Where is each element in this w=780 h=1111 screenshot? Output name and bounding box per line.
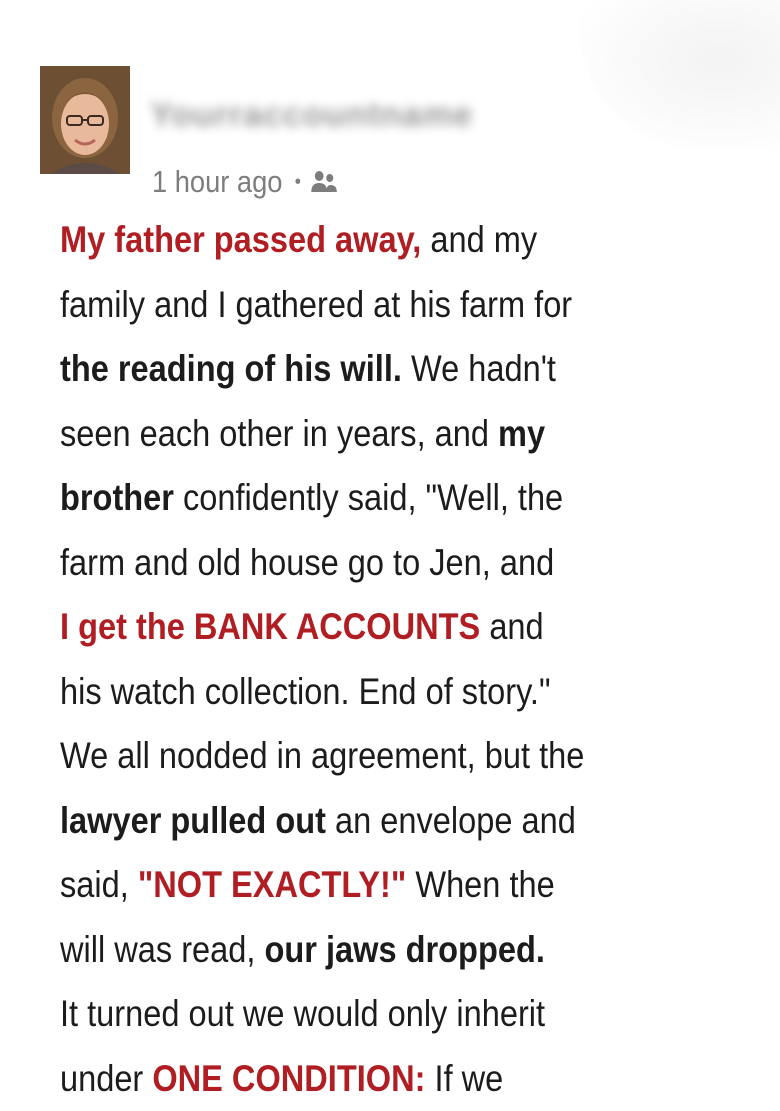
story-line	[60, 402, 623, 467]
story-line	[60, 918, 623, 983]
post-body	[60, 208, 623, 1111]
post-meta	[152, 162, 338, 202]
story-emphasis-red: My father passed away,	[60, 219, 421, 260]
story-emphasis-bold: lawyer pulled out	[60, 800, 326, 841]
story-emphasis-red: ONE CONDITION:	[152, 1058, 425, 1099]
story-text: We hadn't	[402, 348, 556, 389]
story-text: seen each other in years, and	[60, 413, 498, 454]
story-text: his watch collection. End of story."	[60, 671, 551, 712]
story-text: We all nodded in agreement, but the	[60, 735, 584, 776]
story-line	[60, 595, 623, 660]
story-line	[60, 466, 623, 531]
story-line	[60, 724, 623, 789]
story-text: and my	[421, 219, 537, 260]
profile-photo-icon	[40, 66, 130, 174]
story-emphasis-bold: my	[498, 413, 545, 454]
story-line	[60, 273, 623, 338]
avatar[interactable]	[40, 66, 130, 174]
story-emphasis-bold: the reading of his will.	[60, 348, 402, 389]
story-text: farm and old house go to Jen, and	[60, 542, 554, 583]
story-text: and	[480, 606, 543, 647]
corner-shade	[580, 0, 780, 150]
story-text: It turned out we would only inherit	[60, 993, 545, 1034]
story-text: will was read,	[60, 929, 264, 970]
people-icon[interactable]	[310, 168, 338, 196]
story-line	[60, 853, 623, 918]
story-text: an envelope and	[326, 800, 576, 841]
story-line	[60, 660, 623, 725]
story-emphasis-red: "NOT EXACTLY!"	[138, 864, 406, 905]
story-text: If we	[425, 1058, 503, 1099]
story-emphasis-red: I get the BANK ACCOUNTS	[60, 606, 480, 647]
story-line	[60, 208, 623, 273]
story-text: confidently said, "Well, the	[174, 477, 563, 518]
story-line	[60, 789, 623, 854]
story-text: said,	[60, 864, 138, 905]
story-line	[60, 982, 623, 1047]
separator-dot: •	[295, 171, 301, 194]
story-emphasis-bold: our jaws dropped.	[264, 929, 544, 970]
username[interactable]: Yourraccountname	[150, 96, 440, 136]
story-text: When the	[406, 864, 554, 905]
timestamp[interactable]: 1 hour ago	[152, 164, 282, 200]
story-line	[60, 337, 623, 402]
story-emphasis-bold: brother	[60, 477, 174, 518]
story-text: under	[60, 1058, 152, 1099]
story-line	[60, 531, 623, 596]
story-text: family and I gathered at his farm for	[60, 284, 572, 325]
story-line	[60, 1047, 623, 1111]
